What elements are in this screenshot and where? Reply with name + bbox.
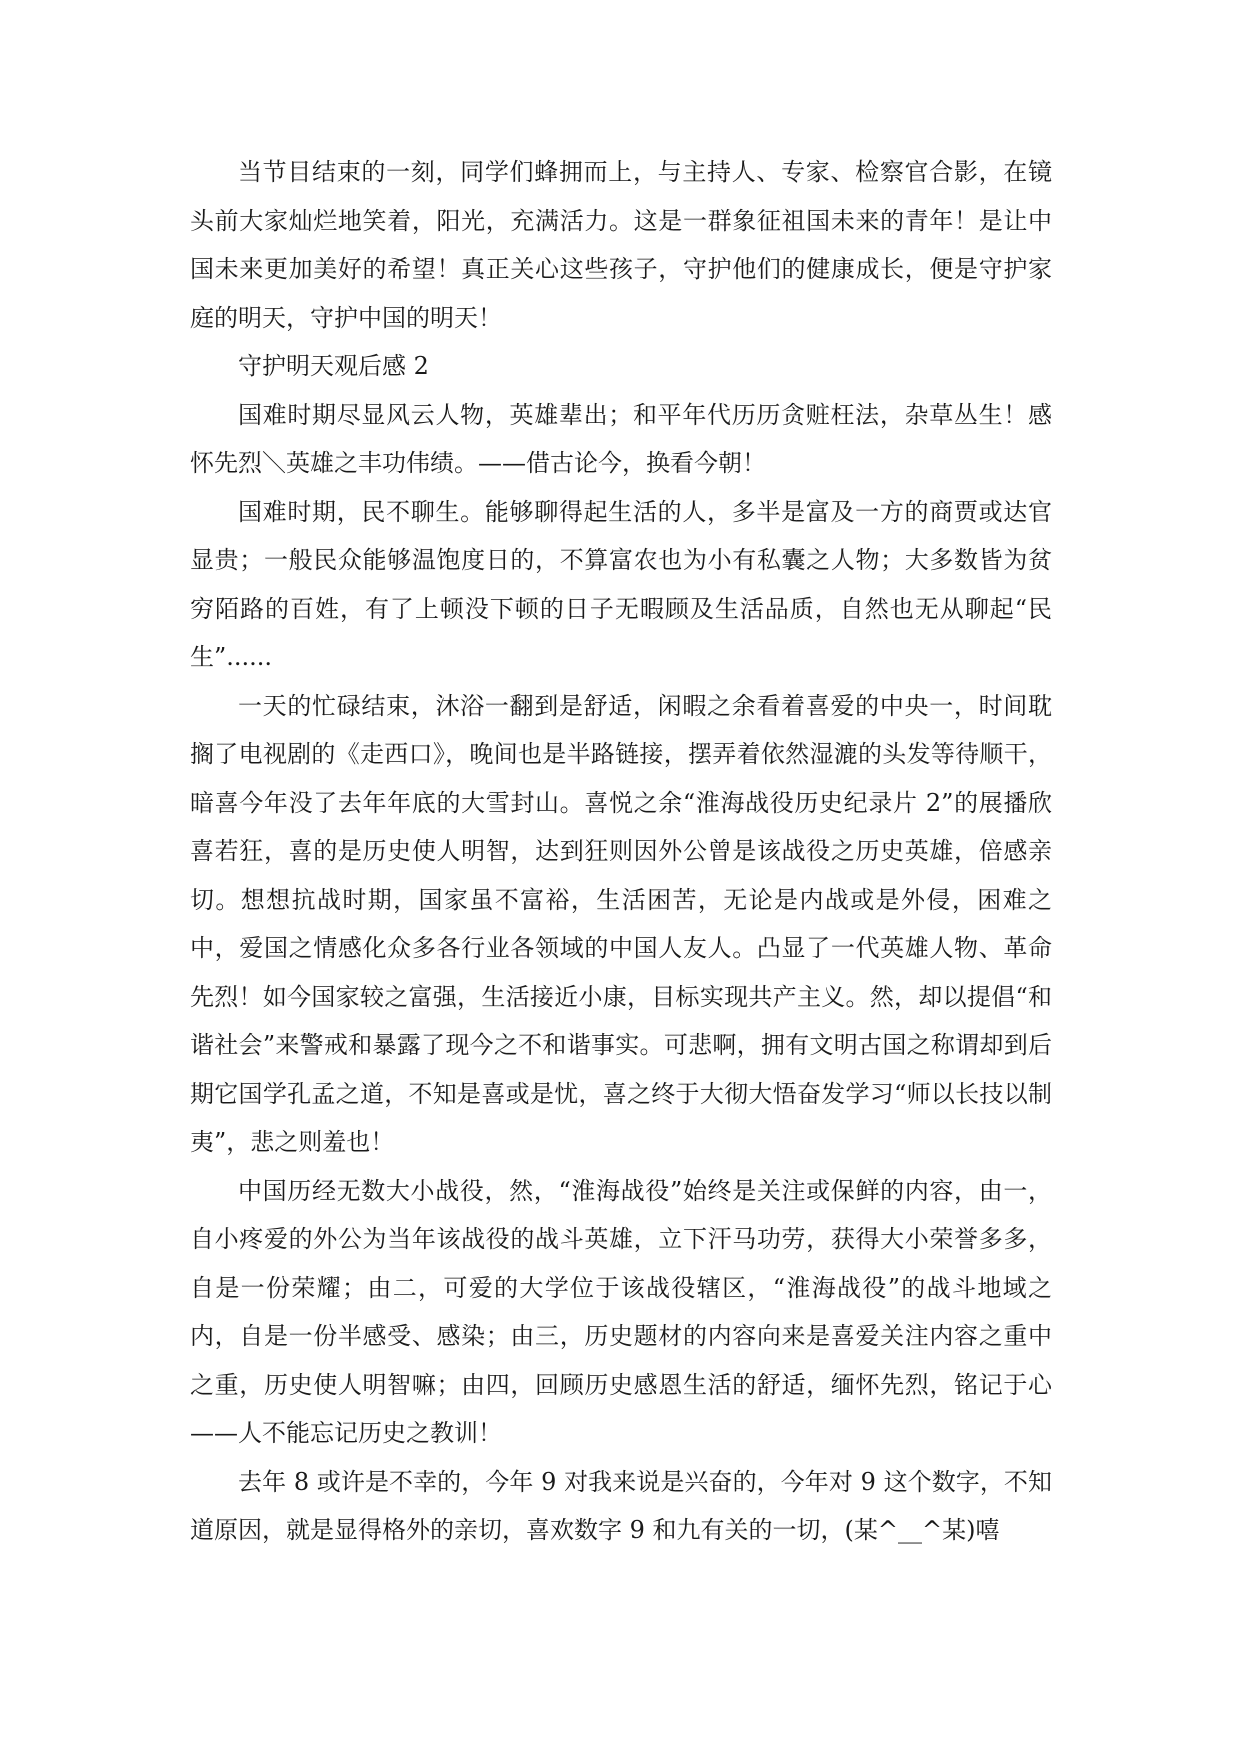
paragraph-evening: 一天的忙碌结束，沐浴一翻到是舒适，闲暇之余看着喜爱的中央一，时间耽搁了电视剧的《走西口》，晚间也是半路链接，摆弄着依然湿漉的头发等待顺干，暗喜今年没了去年年底的大雪封山。喜悦之余“淮海战役历史纪录片 2”的展播欣喜若狂，喜的是历史使人明智，达到狂则因外公曾是该战役之历史英雄，倍感亲切。想想抗战时期，国家虽不富裕，生活困苦，无论是内战或是外侵，困难之中，爱国之情感化众多各行业各领域的中国人友人。凸显了一代英雄人物、革命先烈！如今国家较之富强，生活接近小康，目标实现共产主义。然，却以提倡“和谐社会”来警戒和暴露了现今之不和谐事实。可悲啊，拥有文明古国之称谓却到后期它国学孔孟之道，不知是喜或是忧，喜之终于大彻大悟奋发学习“师以长技以制夷”，悲之则羞也！ <box>190 691 1052 1156</box>
paragraph-number-nine: 去年 8 或许是不幸的，今年 9 对我来说是兴奋的，今年对 9 这个数字，不知道原因，就是显得格外的亲切，喜欢数字 9 和九有关的一切，(某^__^某)嘻 <box>190 1467 1052 1544</box>
paragraph-closing-scene: 当节目结束的一刻，同学们蜂拥而上，与主持人、专家、检察官合影，在镜头前大家灿烂地笑着，阳光，充满活力。这是一群象征祖国未来的青年！是让中国未来更加美好的希望！真正关心这些孩子，守护他们的健康成长，便是守护家庭的明天，守护中国的明天！ <box>190 158 1052 332</box>
paragraph-intro: 国难时期尽显风云人物，英雄辈出；和平年代历历贪赃枉法，杂草丛生！感怀先烈＼英雄之丰功伟绩。——借古论今，换看今朝！ <box>190 400 1052 477</box>
paragraph-livelihood: 国难时期，民不聊生。能够聊得起生活的人，多半是富及一方的商贾或达官显贵；一般民众能够温饱度日的，不算富农也为小有私囊之人物；大多数皆为贫穷陌路的百姓，有了上顿没下顿的日子无暇顾及生活品质，自然也无从聊起“民生”...... <box>190 497 1052 671</box>
document-page <box>190 148 1052 1555</box>
section-heading: 守护明天观后感 2 <box>238 352 429 380</box>
paragraph-huaihai: 中国历经无数大小战役，然，“淮海战役”始终是关注或保鲜的内容，由一，自小疼爱的外公为当年该战役的战斗英雄，立下汗马功劳，获得大小荣誉多多，自是一份荣耀；由二，可爱的大学位于该战役辖区，“淮海战役”的战斗地域之内，自是一份半感受、感染；由三，历史题材的内容向来是喜爱关注内容之重中之重，历史使人明智嘛；由四，回顾历史感恩生活的舒适，缅怀先烈，铭记于心——人不能忘记历史之教训！ <box>190 1176 1052 1447</box>
